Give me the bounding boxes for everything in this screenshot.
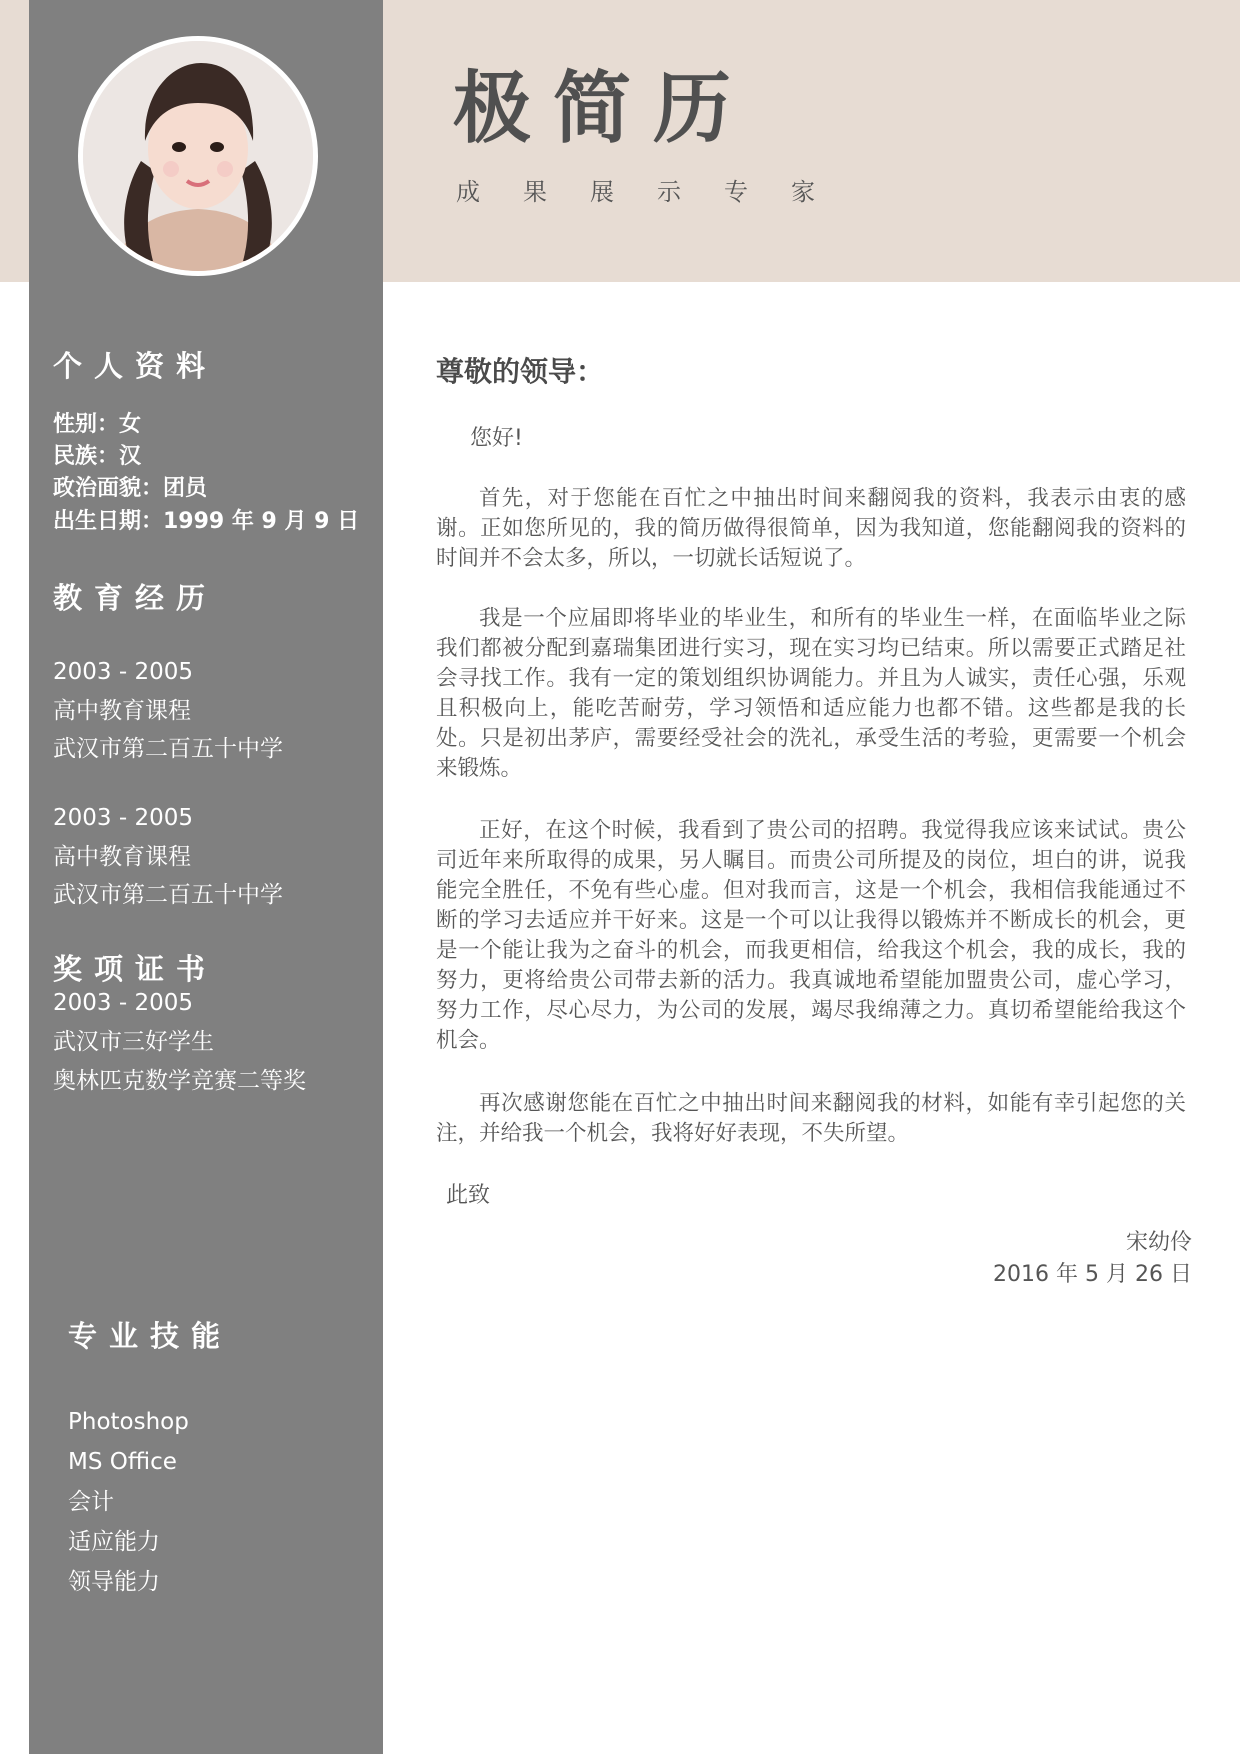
education-school: 武汉市第二百五十中学	[53, 882, 283, 908]
education-course: 高中教育课程	[53, 698, 191, 724]
letter-salutation: 尊敬的领导：	[436, 355, 605, 388]
political-status-field: 政治面貌：团员	[53, 476, 208, 501]
letter-greeting: 您好!	[470, 426, 523, 451]
portrait-illustration	[83, 41, 313, 271]
skill-item: 适应能力	[68, 1529, 160, 1555]
birthdate-field: 出生日期：1999 年 9 月 9 日	[53, 509, 360, 534]
letter-paragraph: 正好，在这个时候，我看到了贵公司的招聘。我觉得我应该来试试。贵公司近年来所取得的成果，另人瞩目。而贵公司所提及的岗位，坦白的讲，说我能完全胜任，不免有些心虚。但对我而言，这是一个机会，我相信我能通过不断的学习去适应并干好来。这是一个可以让我得以锻炼并不断成长的机会，更是一个能让我为之奋斗的机会，而我更相信，给我这个机会，我的成长，我的努力，更将给贵公司带去新的活力。我真诚地希望能加盟贵公司，虚心学习，努力工作，尽心尽力，为公司的发展，竭尽我绵薄之力。真切希望能给我这个机会。	[436, 818, 1186, 1053]
education-years: 2003 - 2005	[53, 805, 193, 831]
personal-info-heading: 个人资料	[53, 349, 218, 383]
award-item: 奥林匹克数学竞赛二等奖	[53, 1068, 306, 1094]
signature-name: 宋幼伶	[1125, 1230, 1192, 1255]
awards-years: 2003 - 2005	[53, 990, 193, 1016]
gender-field: 性别：女	[53, 412, 142, 437]
brand-title: 极简历	[453, 64, 754, 154]
skill-item: MS Office	[68, 1449, 177, 1475]
awards-heading: 奖项证书	[53, 952, 218, 986]
letter-paragraph: 再次感谢您能在百忙之中抽出时间来翻阅我的材料，如能有幸引起您的关注，并给我一个机会，我将好好表现，不失所望。	[436, 1091, 1186, 1146]
skill-item: 领导能力	[68, 1569, 160, 1595]
education-heading: 教育经历	[53, 581, 218, 615]
skill-item: Photoshop	[68, 1409, 189, 1435]
award-item: 武汉市三好学生	[53, 1029, 214, 1055]
signature-date: 2016 年 5 月 26 日	[993, 1262, 1192, 1287]
education-years: 2003 - 2005	[53, 659, 193, 685]
education-school: 武汉市第二百五十中学	[53, 736, 283, 762]
skill-item: 会计	[68, 1489, 114, 1515]
letter-closing: 此致	[446, 1183, 491, 1208]
letter-paragraph: 我是一个应届即将毕业的毕业生，和所有的毕业生一样，在面临毕业之际我们都被分配到嘉瑞集团进行实习，现在实习均已结束。所以需要正式踏足社会寻找工作。我有一定的策划组织协调能力。并且为人诚实，责任心强，乐观且积极向上，能吃苦耐劳，学习领悟和适应能力也都不错。这些都是我的长处。只是初出茅庐，需要经受社会的洗礼，承受生活的考验，更需要一个机会来锻炼。	[436, 606, 1186, 781]
ethnicity-field: 民族：汉	[53, 444, 142, 469]
letter-paragraph: 首先，对于您能在百忙之中抽出时间来翻阅我的资料，我表示由衷的感谢。正如您所见的，我的简历做得很简单，因为我知道，您能翻阅我的资料的时间并不会太多，所以，一切就长话短说了。	[436, 486, 1186, 571]
skills-heading: 专业技能	[68, 1319, 233, 1353]
education-course: 高中教育课程	[53, 844, 191, 870]
avatar	[78, 36, 318, 276]
brand-subtitle: 成果展示专家	[456, 178, 858, 206]
